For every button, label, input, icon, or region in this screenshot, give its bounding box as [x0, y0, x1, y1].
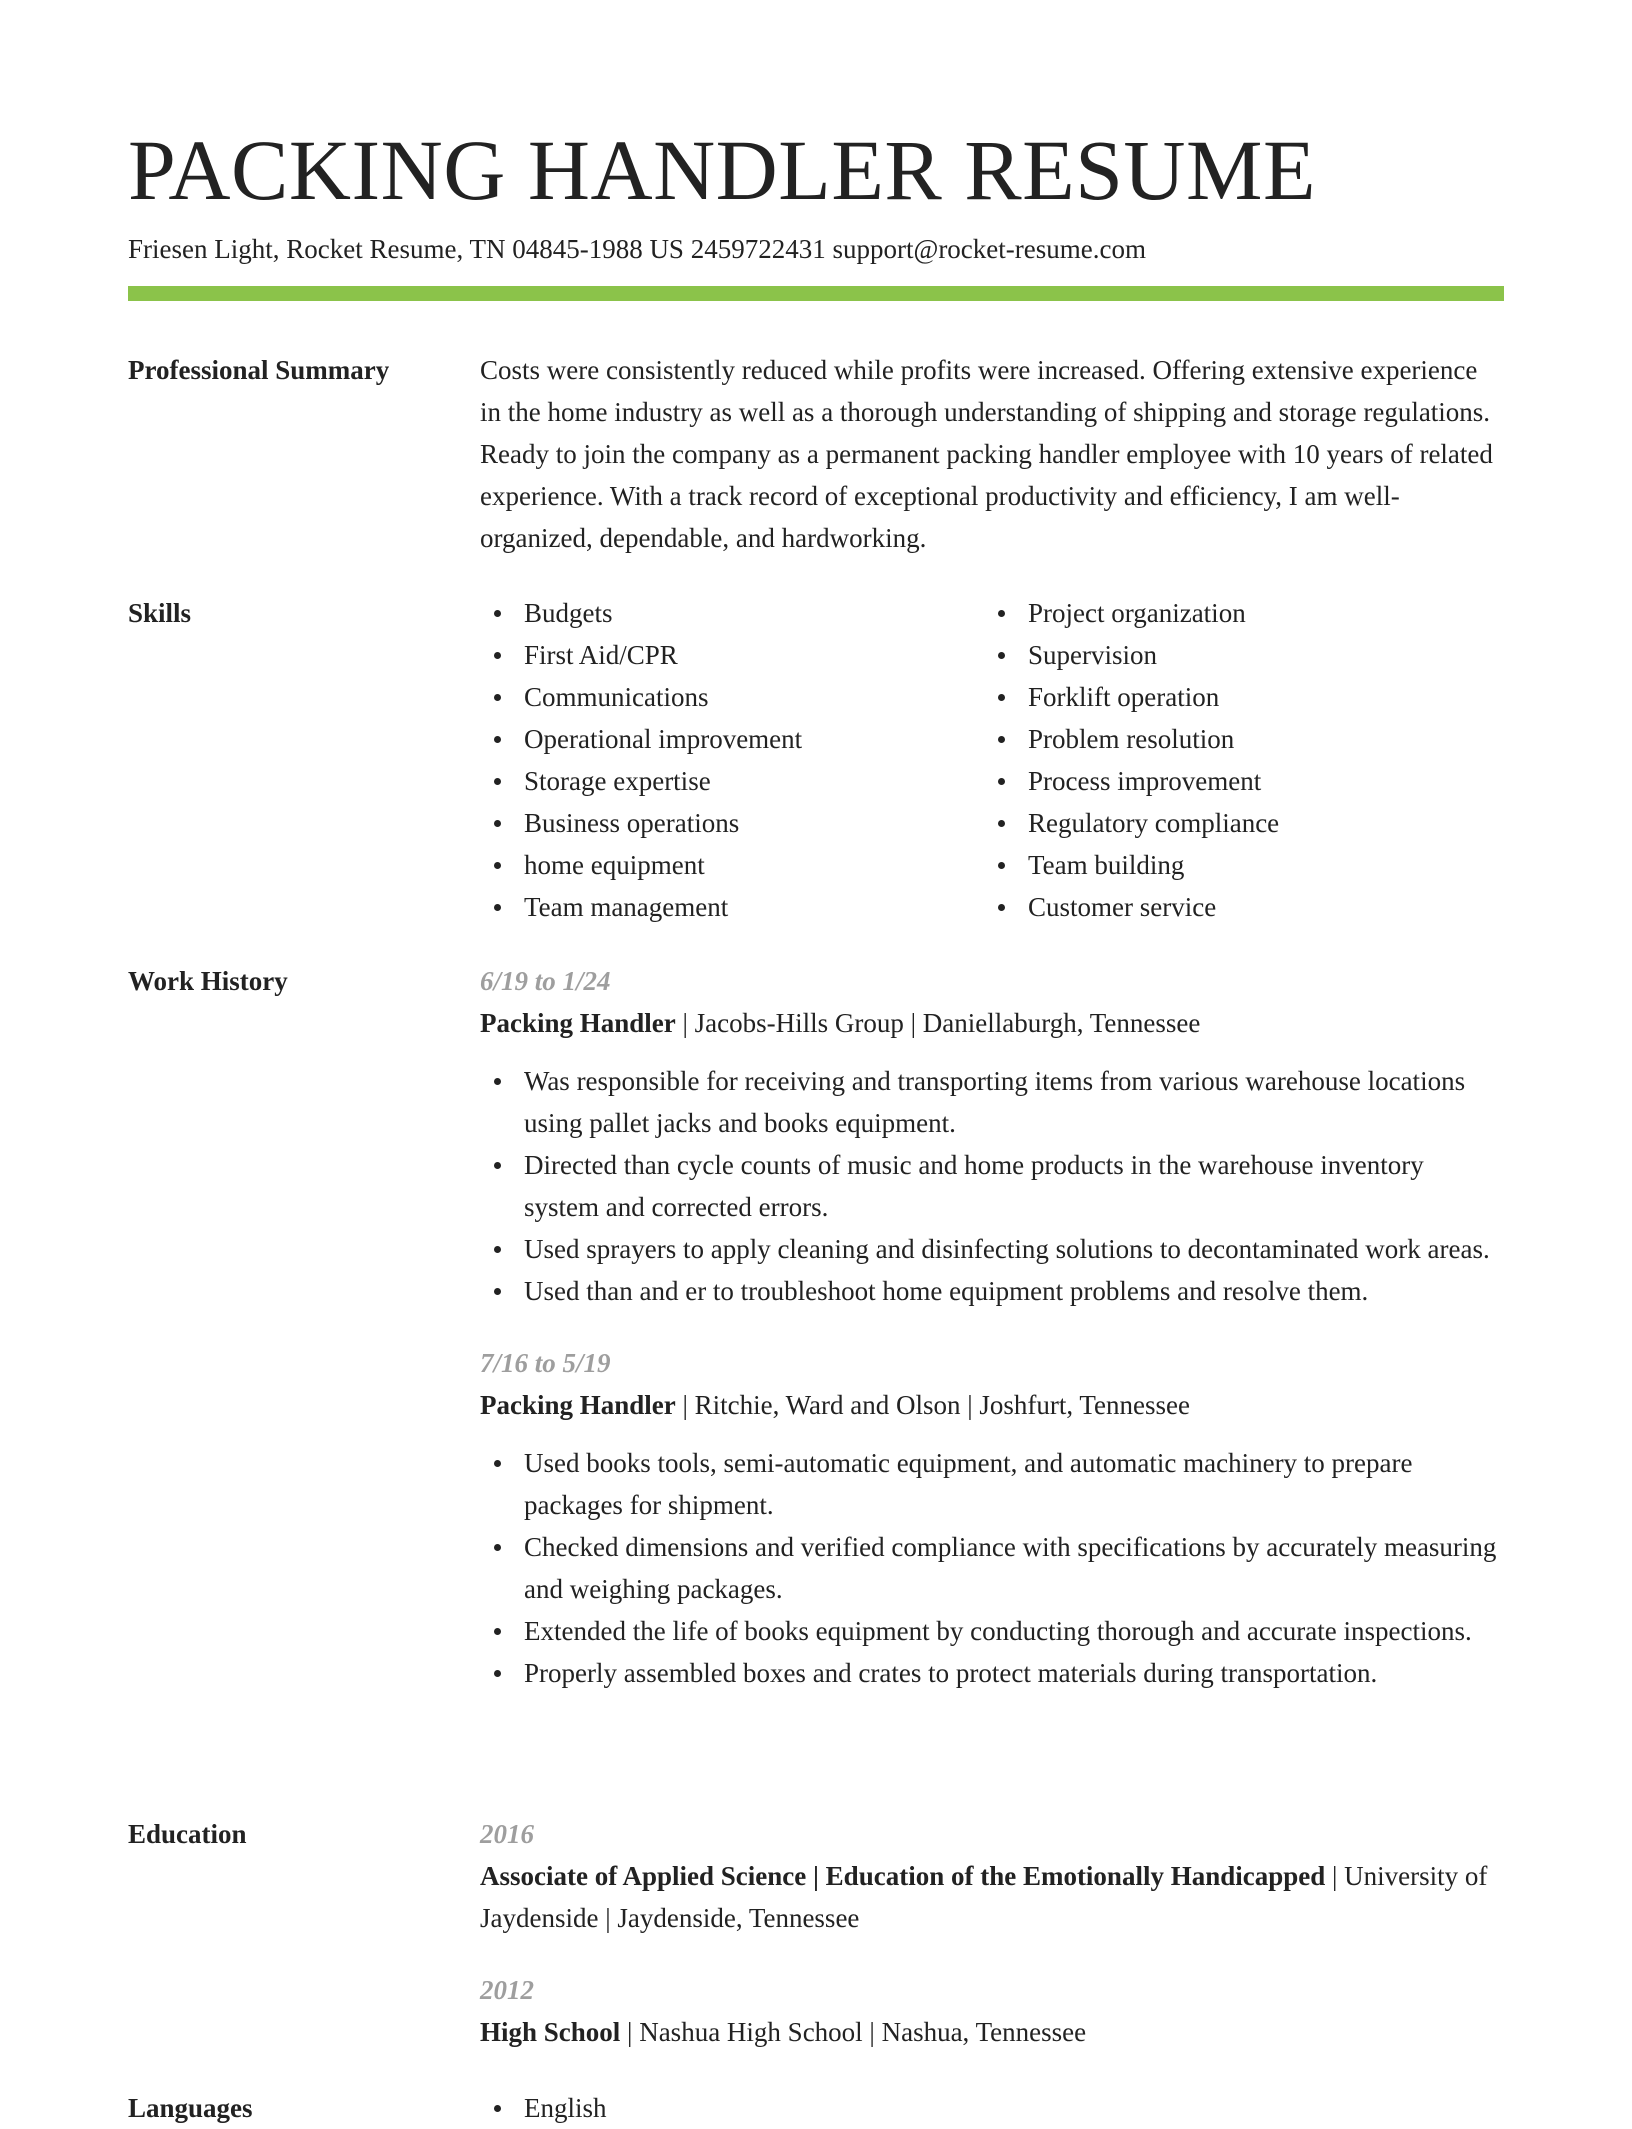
skill-item: home equipment	[480, 844, 984, 886]
skill-item: Project organization	[984, 592, 1488, 634]
languages-list	[480, 2087, 1504, 2129]
job-entry	[480, 960, 1504, 1312]
languages-body	[480, 2087, 1504, 2129]
job-entry	[480, 1342, 1504, 1694]
duty-item: Used than and er to troubleshoot home equipment problems and resolve them.	[480, 1270, 1504, 1312]
skill-item: Team management	[480, 886, 984, 928]
education-entry	[480, 1969, 1504, 2053]
skill-item: First Aid/CPR	[480, 634, 984, 676]
education-entry	[480, 1813, 1504, 1939]
duty-item: Used books tools, semi-automatic equipment, and automatic machinery to prepare packages for shipment.	[480, 1442, 1504, 1526]
languages-heading: Languages	[128, 2093, 253, 2123]
skill-item: Process improvement	[984, 760, 1488, 802]
education-year: 2016	[480, 1819, 534, 1849]
skill-item: Business operations	[480, 802, 984, 844]
education-year: 2012	[480, 1975, 534, 2005]
work-history-body	[480, 960, 1504, 1694]
job-details: | Ritchie, Ward and Olson | Joshfurt, Tennessee	[675, 1390, 1190, 1420]
job-duties	[480, 1442, 1504, 1694]
skill-item: Operational improvement	[480, 718, 984, 760]
skill-item: Supervision	[984, 634, 1488, 676]
duty-item: Properly assembled boxes and crates to protect materials during transportation.	[480, 1652, 1504, 1694]
education-heading: Education	[128, 1819, 247, 1849]
degree-name: High School	[480, 2017, 621, 2047]
resume-title: PACKING HANDLER RESUME	[128, 122, 1317, 218]
job-duties	[480, 1060, 1504, 1312]
language-item: English	[480, 2087, 1504, 2129]
education-body	[480, 1813, 1504, 2053]
education-line	[480, 1855, 1504, 1939]
skill-item: Customer service	[984, 886, 1488, 928]
school-details: | University of Jaydenside | Jaydenside, Tennessee	[480, 1861, 1488, 1933]
job-header	[480, 1384, 1504, 1426]
skill-item: Regulatory compliance	[984, 802, 1488, 844]
job-details: | Jacobs-Hills Group | Daniellaburgh, Tennessee	[675, 1008, 1201, 1038]
skill-item: Budgets	[480, 592, 984, 634]
summary-text: Costs were consistently reduced while profits were increased. Offering extensive experience in the home industry as well as a thorough understanding of shipping and storage regulations. Ready to join the company as a permanent packing handler employee with 10 years of related experience. With a track record of exceptional productivity and efficiency, I am well-organized, dependable, and hardworking.	[480, 355, 1493, 553]
duty-item: Was responsible for receiving and transporting items from various warehouse locations using pallet jacks and books equipment.	[480, 1060, 1504, 1144]
skill-item: Team building	[984, 844, 1488, 886]
summary-heading: Professional Summary	[128, 355, 390, 385]
skills-list-right	[984, 592, 1488, 928]
skills-heading: Skills	[128, 598, 192, 628]
summary-body	[480, 349, 1504, 559]
job-title: Packing Handler	[480, 1008, 676, 1038]
skill-item: Problem resolution	[984, 718, 1488, 760]
duty-item: Extended the life of books equipment by conducting thorough and accurate inspections.	[480, 1610, 1504, 1652]
school-details: | Nashua High School | Nashua, Tennessee	[620, 2017, 1087, 2047]
accent-divider	[128, 286, 1504, 301]
duty-item: Checked dimensions and verified compliance with specifications by accurately measuring and weighing packages.	[480, 1526, 1504, 1610]
job-dates: 7/16 to 5/19	[480, 1348, 611, 1378]
duty-item: Directed than cycle counts of music and home products in the warehouse inventory system and corrected errors.	[480, 1144, 1504, 1228]
skill-item: Forklift operation	[984, 676, 1488, 718]
job-title: Packing Handler	[480, 1390, 676, 1420]
degree-name: Associate of Applied Science | Education of the Emotionally Handicapped	[480, 1861, 1326, 1891]
job-dates: 6/19 to 1/24	[480, 966, 611, 996]
skills-grid	[480, 592, 1504, 928]
education-line	[480, 2011, 1504, 2053]
skills-list-left	[480, 592, 984, 928]
job-header	[480, 1002, 1504, 1044]
skill-item: Communications	[480, 676, 984, 718]
skill-item: Storage expertise	[480, 760, 984, 802]
contact-line: Friesen Light, Rocket Resume, TN 04845-1988 US 2459722431 support@rocket-resume.com	[128, 234, 1146, 264]
work-history-heading: Work History	[128, 966, 288, 996]
duty-item: Used sprayers to apply cleaning and disinfecting solutions to decontaminated work areas.	[480, 1228, 1504, 1270]
